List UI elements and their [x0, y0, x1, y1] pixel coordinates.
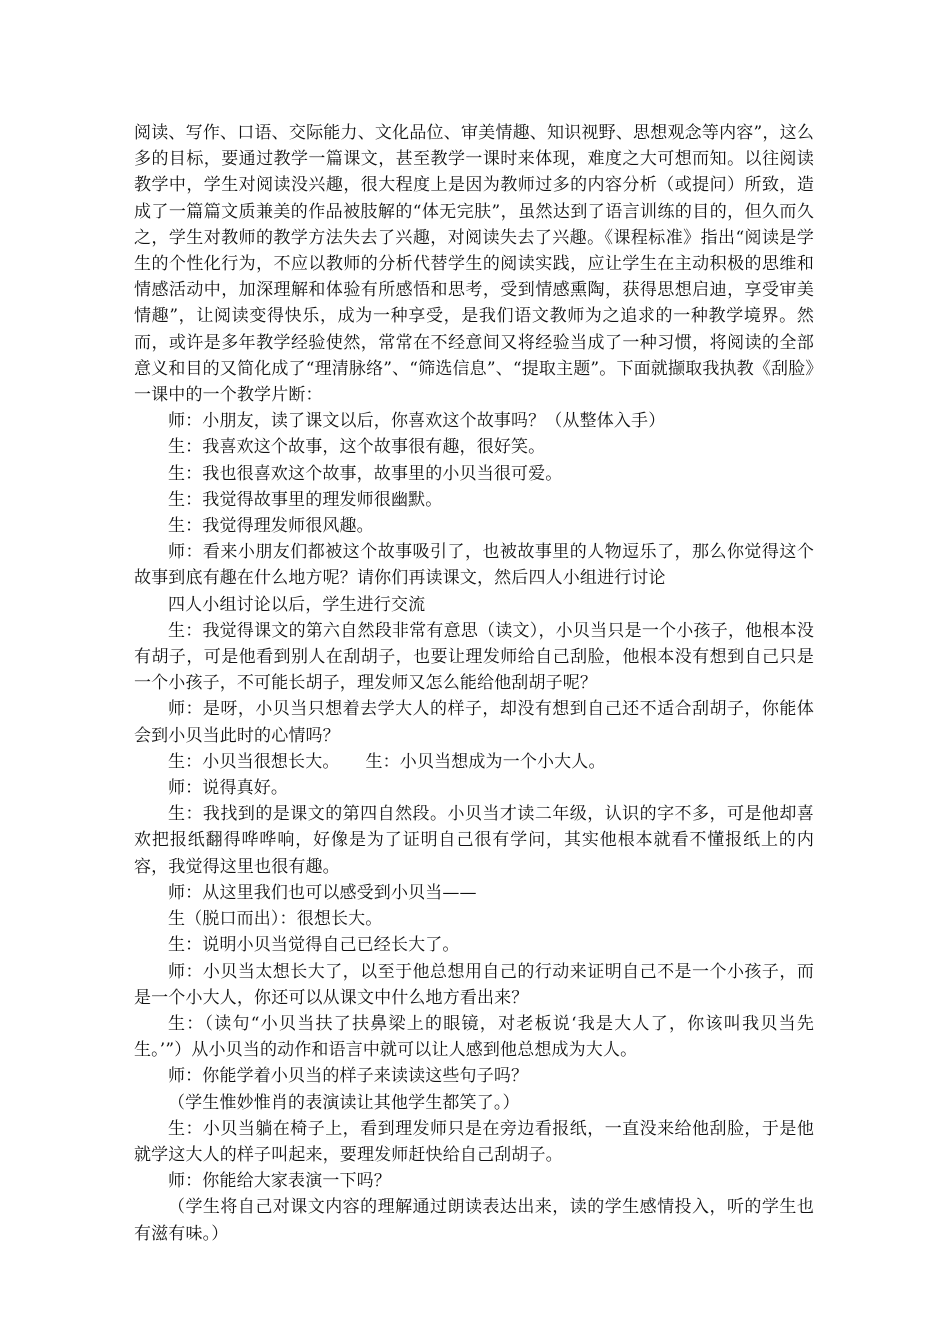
intro-paragraph: 阅读、写作、口语、交际能力、文化品位、审美情趣、知识视野、思想观念等内容”，这么多的目标，要通过教学一篇课文，甚至教学一课时来体现，难度之大可想而知。以往阅读教学中，学生对阅读没兴趣，很大程度上是因为教师过多的内容分析（或提问）所致，造成了一篇篇文质兼美的作品被肢解的“体无完肤”，虽然达到了语言训练的目的，但久而久之，学生对教师的教学方法失去了兴趣，对阅读失去了兴趣。《课程标准》指出“阅读是学生的个性化行为，不应以教师的分析代替学生的阅读实践，应让学生在主动积极的思维和情感活动中，加深理解和体验有所感悟和思考，受到情感熏陶，获得思想启迪，享受审美情趣”，让阅读变得快乐，成为一种享受，是我们语文教师为之追求的一种教学境界。然而，或许是多年教学经验使然，常常在不经意间又将经验当成了一种习惯，将阅读的全部意义和目的又简化成了“理清脉络”、“筛选信息”、“提取主题”。下面就撷取我执教《刮脸》一课中的一个教学片断：: [134, 123, 814, 406]
dialogue-line: 生：小贝当躺在椅子上，看到理发师只是在旁边看报纸，一直没来给他刮脸，于是他就学这大人的样子叫起来，要理发师赶快给自己刮胡子。: [134, 1118, 814, 1165]
dialogue-line: 师：看来小朋友们都被这个故事吸引了，也被故事里的人物逗乐了，那么你觉得这个故事到底有趣在什么地方呢？请你们再读课文，然后四人小组进行讨论: [134, 542, 814, 589]
dialogue-line: 师：说得真好。: [168, 778, 289, 799]
dialogue-line: 生：（读句“小贝当扶了扶鼻梁上的眼镜，对老板说‘我是大人了，你该叫我贝当先生。’”）从小贝当的动作和语言中就可以让人感到他总想成为大人。: [134, 1013, 814, 1061]
dialogue-line: 师：你能给大家表演一下吗？: [168, 1171, 391, 1192]
dialogue-line: 师：小朋友，读了课文以后，你喜欢这个故事吗？（从整体入手）: [168, 411, 666, 432]
narration-line: （学生将自己对课文内容的理解通过朗读表达出来，读的学生感情投入，听的学生也有滋有味。）: [134, 1197, 814, 1244]
dialogue-line: 生：我喜欢这个故事，这个故事很有趣，很好笑。: [168, 437, 546, 458]
dialogue-line: 生：说明小贝当觉得自己已经长大了。: [168, 935, 460, 956]
dialogue-line: 生（脱口而出）：很想长大。: [168, 909, 383, 930]
narration-line: 四人小组讨论以后，学生进行交流: [168, 594, 426, 615]
dialogue-line-b: 生：小贝当想成为一个小大人。: [365, 751, 606, 772]
dialogue-line: 生：我也很喜欢这个故事，故事里的小贝当很可爱。: [168, 463, 563, 484]
dialogue-line: 生：我觉得理发师很风趣。: [168, 516, 374, 537]
document-page: [134, 120, 814, 1247]
dialogue-line: 生：我觉得故事里的理发师很幽默。: [168, 489, 443, 510]
dialogue-line-pair: [134, 749, 814, 775]
dialogue-line: 师：小贝当太想长大了，以至于他总想用自己的行动来证明自己不是一个小孩子，而是一个小大人，你还可以从课文中什么地方看出来？: [134, 961, 814, 1008]
narration-line: （学生惟妙惟肖的表演读让其他学生都笑了。）: [168, 1092, 520, 1113]
dialogue-line: 师：你能学着小贝当的样子来读读这些句子吗？: [168, 1066, 529, 1087]
dialogue-line-a: 生：小贝当很想长大。: [168, 751, 340, 772]
dialogue-line: 师：从这里我们也可以感受到小贝当——: [168, 882, 477, 903]
dialogue-line: 师：是呀，小贝当只想着去学大人的样子，却没有想到自己还不适合刮胡子，你能体会到小贝当此时的心情吗？: [134, 699, 814, 746]
dialogue-line: 生：我找到的是课文的第四自然段。小贝当才读二年级，认识的字不多，可是他却喜欢把报纸翻得哗哗响，好像是为了证明自己很有学问，其实他根本就看不懂报纸上的内容，我觉得这里也很有趣。: [134, 804, 814, 877]
dialogue-line: 生：我觉得课文的第六自然段非常有意思（读文），小贝当只是一个小孩子，他根本没有胡子，可是他看到别人在刮胡子，也要让理发师给自己刮脸，他根本没有想到自己只是一个小孩子，不可能长胡子，理发师又怎么能给他刮胡子呢？: [134, 620, 814, 694]
